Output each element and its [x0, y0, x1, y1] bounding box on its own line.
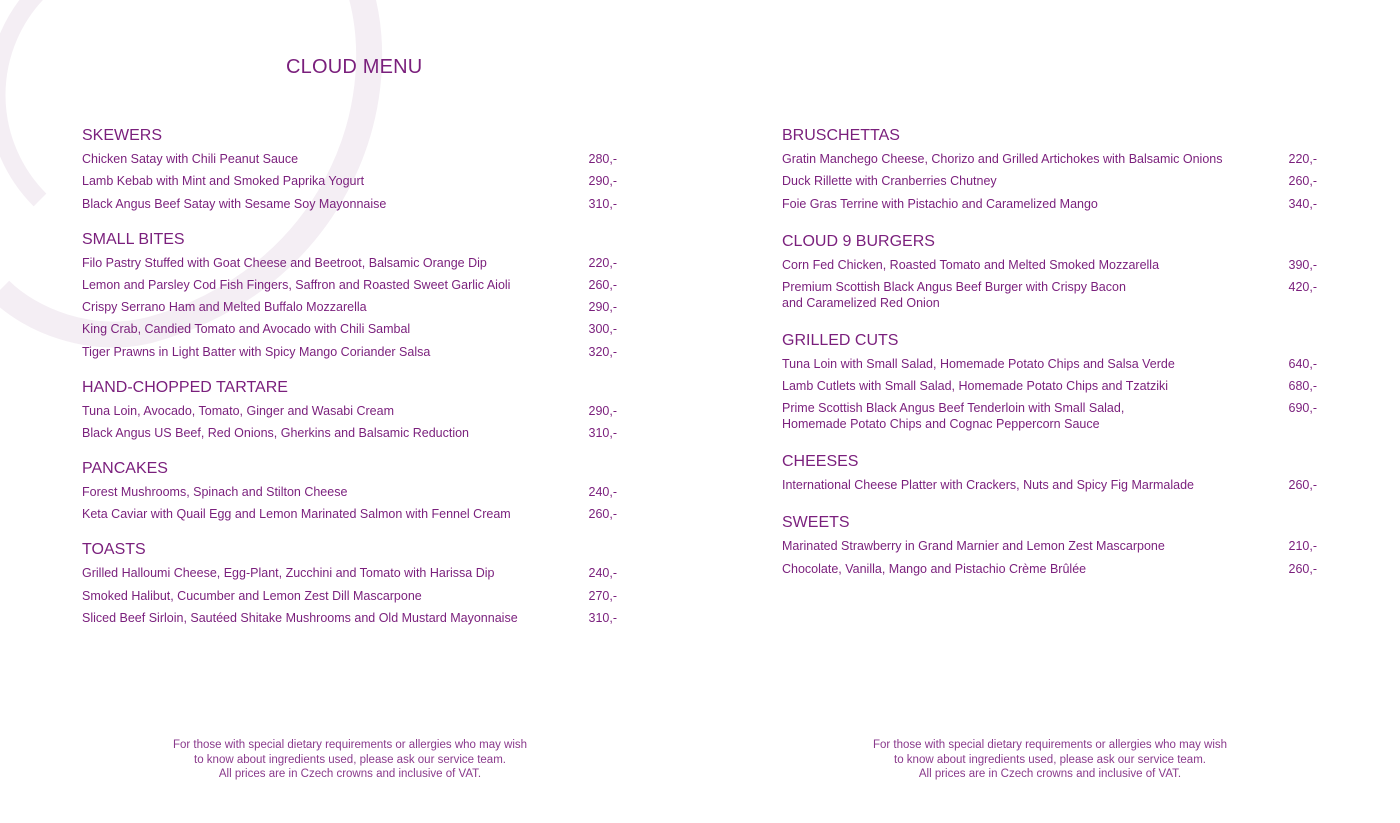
item-name: King Crab, Candied Tomato and Avocado with Chili Sambal — [82, 322, 411, 337]
menu-item — [782, 173, 1317, 189]
right-column — [782, 126, 1317, 583]
section-title: GRILLED CUTS — [782, 331, 899, 349]
section-small-bites — [82, 230, 617, 360]
item-price: 280,- — [588, 152, 617, 166]
item-name: International Cheese Platter with Crackers, Nuts and Spicy Fig Marmalade — [782, 478, 1194, 493]
menu-item — [82, 151, 617, 167]
item-price: 320,- — [588, 344, 617, 359]
left-column — [82, 126, 617, 632]
item-price: 640,- — [1288, 356, 1317, 371]
footer-note-left — [130, 738, 570, 782]
section-sweets — [782, 513, 1317, 576]
menu-item — [782, 257, 1317, 273]
menu-item — [82, 277, 617, 293]
item-price: 220,- — [588, 255, 617, 270]
item-price: 220,- — [1288, 152, 1317, 166]
menu-item — [782, 400, 1317, 432]
item-name-line: Prime Scottish Black Angus Beef Tenderloin with Small Salad, — [782, 401, 1125, 416]
item-name: Smoked Halibut, Cucumber and Lemon Zest Dill Mascarpone — [82, 588, 422, 603]
item-price: 310,- — [588, 196, 617, 211]
menu-item — [82, 344, 617, 360]
item-name: Chicken Satay with Chili Peanut Sauce — [82, 152, 299, 166]
item-name: Lamb Kebab with Mint and Smoked Paprika Yogurt — [82, 174, 365, 189]
item-name: Sliced Beef Sirloin, Sautéed Shitake Mushrooms and Old Mustard Mayonnaise — [82, 610, 518, 625]
item-price: 260,- — [1288, 478, 1317, 493]
section-grilled-cuts — [782, 331, 1317, 433]
menu-item — [82, 565, 617, 581]
item-name: Lemon and Parsley Cod Fish Fingers, Saffron and Roasted Sweet Garlic Aioli — [82, 277, 511, 292]
item-price: 290,- — [588, 403, 617, 418]
menu-item — [82, 425, 617, 441]
item-name-line: Premium Scottish Black Angus Beef Burger with Crispy Bacon — [782, 279, 1126, 294]
item-price: 260,- — [1288, 174, 1317, 189]
footer-note-right — [830, 738, 1270, 782]
item-name: Foie Gras Terrine with Pistachio and Caramelized Mango — [782, 196, 1098, 211]
item-name: Crispy Serrano Ham and Melted Buffalo Mozzarella — [82, 300, 367, 315]
item-price: 260,- — [1288, 561, 1317, 576]
footer-line: For those with special dietary requirements or allergies who may wish — [172, 739, 528, 751]
menu-item — [82, 255, 617, 271]
section-cheeses — [782, 452, 1317, 493]
item-price: 310,- — [588, 426, 617, 441]
item-name: Filo Pastry Stuffed with Goat Cheese and Beetroot, Balsamic Orange Dip — [82, 255, 487, 270]
section-title: CHEESES — [782, 453, 859, 471]
item-price: 390,- — [1288, 257, 1317, 272]
menu-item — [782, 279, 1317, 311]
footer-line: For those with special dietary requirements or allergies who may wish — [872, 739, 1228, 751]
menu-item — [782, 538, 1317, 554]
item-name: Duck Rillette with Cranberries Chutney — [782, 174, 997, 189]
section-toasts — [82, 540, 617, 626]
item-name-line: Homemade Potato Chips and Cognac Peppercorn Sauce — [782, 417, 1100, 432]
page-title: CLOUD MENU — [286, 56, 423, 78]
item-name — [782, 400, 1124, 432]
item-price: 260,- — [588, 277, 617, 292]
item-price: 290,- — [588, 300, 617, 315]
section-title: SMALL BITES — [82, 230, 185, 248]
menu-item — [782, 196, 1317, 212]
section-title: SKEWERS — [82, 127, 163, 144]
section-bruschettas — [782, 126, 1317, 212]
footer-line: All prices are in Czech crowns and inclusive of VAT. — [218, 768, 482, 780]
item-name: Gratin Manchego Cheese, Chorizo and Grilled Artichokes with Balsamic Onions — [782, 152, 1223, 166]
item-name: Tiger Prawns in Light Batter with Spicy Mango Coriander Salsa — [82, 344, 431, 359]
menu-item — [82, 484, 617, 500]
menu-item — [82, 321, 617, 337]
menu-item — [82, 610, 617, 626]
menu-item — [782, 356, 1317, 372]
section-title: TOASTS — [82, 541, 146, 559]
item-name — [782, 279, 1126, 311]
section-title: CLOUD 9 BURGERS — [782, 232, 935, 250]
item-price: 210,- — [1288, 539, 1317, 554]
section-title: SWEETS — [782, 514, 850, 532]
item-price: 240,- — [588, 566, 617, 581]
item-price: 420,- — [1288, 279, 1317, 294]
item-name: Grilled Halloumi Cheese, Egg-Plant, Zucchini and Tomato with Harissa Dip — [82, 566, 495, 581]
item-price: 310,- — [588, 610, 617, 625]
section-skewers — [82, 126, 617, 212]
section-pancakes — [82, 459, 617, 522]
footer-line: All prices are in Czech crowns and inclusive of VAT. — [918, 768, 1182, 780]
menu-item — [782, 151, 1317, 167]
menu-item — [82, 403, 617, 419]
item-name: Keta Caviar with Quail Egg and Lemon Marinated Salmon with Fennel Cream — [82, 507, 511, 522]
item-price: 690,- — [1288, 401, 1317, 416]
menu-item — [782, 561, 1317, 577]
section-title: BRUSCHETTAS — [782, 127, 900, 144]
item-price: 240,- — [588, 485, 617, 500]
footer-line: to know about ingredients used, please ask our service team. — [194, 753, 506, 766]
section-burgers — [782, 232, 1317, 311]
menu-item — [782, 477, 1317, 493]
item-name: Tuna Loin, Avocado, Tomato, Ginger and Wasabi Cream — [82, 403, 394, 418]
item-name: Corn Fed Chicken, Roasted Tomato and Melted Smoked Mozzarella — [782, 257, 1160, 272]
menu-item — [82, 506, 617, 522]
section-title: HAND-CHOPPED TARTARE — [82, 378, 288, 396]
menu-item — [82, 299, 617, 315]
item-price: 260,- — [588, 507, 617, 522]
menu-item — [82, 196, 617, 212]
footer-line: to know about ingredients used, please ask our service team. — [894, 753, 1206, 766]
item-name: Lamb Cutlets with Small Salad, Homemade Potato Chips and Tzatziki — [782, 379, 1169, 394]
section-title: PANCAKES — [82, 460, 168, 478]
item-name: Black Angus US Beef, Red Onions, Gherkins and Balsamic Reduction — [82, 426, 470, 441]
item-name: Chocolate, Vanilla, Mango and Pistachio Crème Brûlée — [782, 561, 1087, 576]
menu-item — [82, 173, 617, 189]
item-name-line: and Caramelized Red Onion — [782, 295, 940, 310]
item-price: 340,- — [1288, 196, 1317, 211]
section-tartare — [82, 378, 617, 441]
menu-item — [82, 588, 617, 604]
item-name: Black Angus Beef Satay with Sesame Soy Mayonnaise — [82, 196, 387, 211]
item-name: Marinated Strawberry in Grand Marnier and Lemon Zest Mascarpone — [782, 539, 1165, 554]
item-price: 270,- — [588, 588, 617, 603]
item-price: 300,- — [588, 322, 617, 337]
item-price: 290,- — [588, 174, 617, 189]
item-price: 680,- — [1288, 379, 1317, 394]
item-name: Forest Mushrooms, Spinach and Stilton Cheese — [82, 485, 348, 500]
menu-item — [782, 378, 1317, 394]
item-name: Tuna Loin with Small Salad, Homemade Potato Chips and Salsa Verde — [782, 356, 1175, 371]
